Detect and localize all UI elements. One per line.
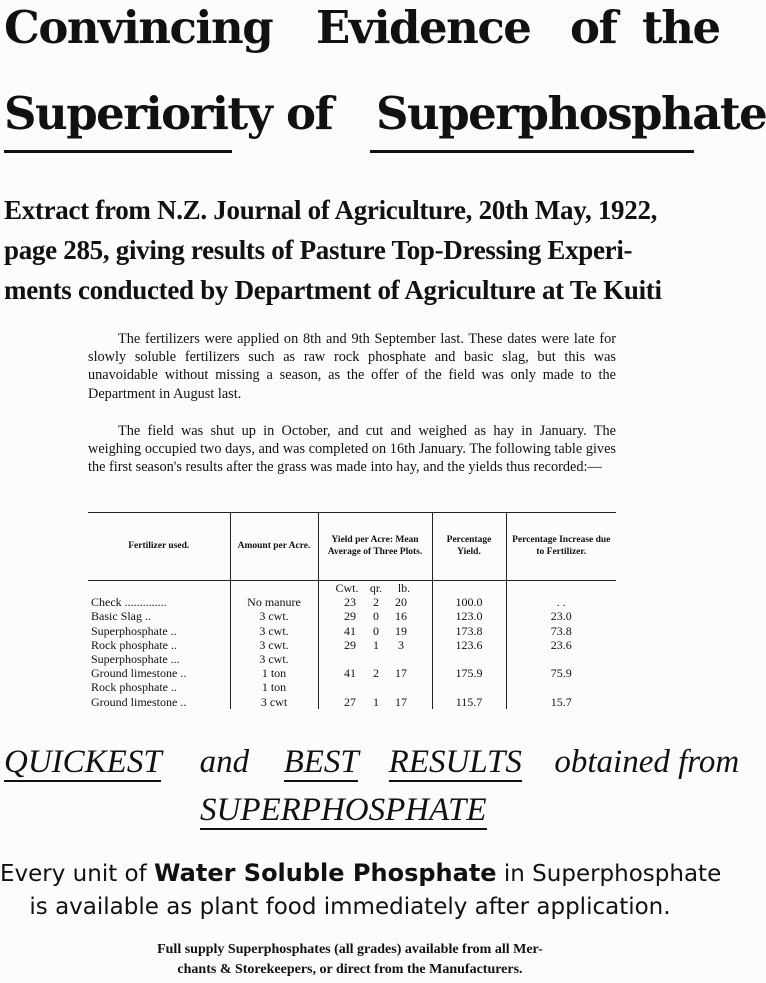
headline-word: Superphosphate xyxy=(376,87,766,140)
headline-word: Convincing xyxy=(4,1,273,54)
results-best: BEST xyxy=(283,744,359,780)
table-row xyxy=(88,666,616,680)
every-unit-pre: Every unit of xyxy=(0,861,147,887)
cell-fertilizer: Rock phosphate .. xyxy=(91,680,177,695)
footer-line-1: Full supply Superphosphates (all grades) available from all Mer- xyxy=(157,942,543,957)
cell-percentage xyxy=(432,652,506,666)
cell-amount: 3 cwt. xyxy=(230,624,318,638)
results-obtained-from: obtained from xyxy=(554,744,740,780)
every-unit-line-2: is available as plant food immediately after application. xyxy=(29,894,671,920)
cell-cwt: 41 xyxy=(344,623,356,638)
headline-word: of xyxy=(286,87,333,140)
cell-qr: 0 xyxy=(373,623,379,638)
cell-increase: 15.7 xyxy=(506,695,616,709)
cell-amount: 3 cwt. xyxy=(230,638,318,652)
subheading-line-1: Extract from N.Z. Journal of Agriculture, 20th May, 1922, xyxy=(4,195,658,225)
table-row xyxy=(88,595,616,609)
cell-fertilizer: Ground limestone .. xyxy=(91,666,187,681)
cell-lb: 19 xyxy=(395,623,407,638)
cell-qr: 1 xyxy=(373,694,379,709)
cell-increase xyxy=(506,680,616,694)
footer-line-2: chants & Storekeepers, or direct from the Manufacturers. xyxy=(177,962,523,977)
cell-lb: 20 xyxy=(395,595,407,610)
cell-cwt: 41 xyxy=(344,666,356,681)
unit-cwt: Cwt. xyxy=(335,581,359,595)
header-increase: Percentage Increase due to Fertilizer. xyxy=(506,512,616,581)
headline-word: Superiority xyxy=(4,87,272,140)
results-quickest: QUICKEST xyxy=(4,744,162,780)
every-unit-bold: Water Soluble Phosphate xyxy=(154,859,497,887)
results-and: and xyxy=(199,744,250,780)
cell-yield xyxy=(318,624,432,638)
results-superphosphate: SUPERPHOSPHATE xyxy=(200,792,487,828)
cell-lb: 16 xyxy=(395,609,407,624)
table-row xyxy=(88,695,616,709)
cell-qr: 2 xyxy=(373,595,379,610)
cell-yield xyxy=(318,595,432,609)
table-row xyxy=(88,638,616,652)
cell-lb: 3 xyxy=(398,637,404,652)
every-unit-post: in Superphosphate xyxy=(503,861,722,887)
cell-yield xyxy=(318,680,432,694)
header-amount: Amount per Acre. xyxy=(230,512,318,581)
cell-increase: 73.8 xyxy=(506,624,616,638)
cell-fertilizer: Check .............. xyxy=(91,595,167,610)
cell-cwt: 29 xyxy=(344,637,356,652)
cell-increase: 75.9 xyxy=(506,666,616,680)
cell-increase: . . xyxy=(506,595,616,609)
cell-amount: 1 ton xyxy=(230,666,318,680)
table-row xyxy=(88,609,616,623)
cell-amount: 1 ton xyxy=(230,680,318,694)
table-row xyxy=(88,680,616,694)
header-fertilizer: Fertilizer used. xyxy=(88,512,230,581)
headline-underline xyxy=(370,150,694,153)
headline-underline xyxy=(4,150,232,153)
cell-fertilizer: Rock phosphate .. xyxy=(91,637,177,652)
cell-qr: 2 xyxy=(373,666,379,681)
cell-increase: 23.0 xyxy=(506,609,616,623)
cell-cwt: 27 xyxy=(344,694,356,709)
cell-percentage: 173.8 xyxy=(432,624,506,638)
cell-fertilizer: Superphosphate ... xyxy=(91,652,180,667)
cell-percentage: 123.6 xyxy=(432,638,506,652)
unit-lb: lb. xyxy=(397,581,411,595)
header-percentage: Percentage Yield. xyxy=(432,512,506,581)
every-unit-line-1 xyxy=(0,856,722,891)
results-table xyxy=(88,512,616,709)
subheading-line-3: ments conducted by Department of Agriculture at Te Kuiti xyxy=(4,275,662,305)
cell-yield xyxy=(318,652,432,666)
cell-amount: No manure xyxy=(230,595,318,609)
table-units-row xyxy=(88,581,616,596)
table-row xyxy=(88,624,616,638)
cell-fertilizer: Ground limestone .. xyxy=(91,694,187,709)
units-cell xyxy=(318,581,432,596)
cell-percentage: 175.9 xyxy=(432,666,506,680)
cell-percentage: 123.0 xyxy=(432,609,506,623)
cell-lb: 17 xyxy=(395,666,407,681)
headline-word: Evidence xyxy=(316,1,531,54)
cell-percentage: 100.0 xyxy=(432,595,506,609)
cell-yield xyxy=(318,638,432,652)
table-header-row xyxy=(88,512,616,581)
cell-fertilizer: Basic Slag .. xyxy=(91,609,151,624)
body-paragraph-2-text: The field was shut up in October, and cut and weighed as hay in January. The weighing occupied two days, and was completed on 16th January. The following table gives the first season's results after the grass was made into hay, and the yields thus recorded:— xyxy=(88,423,616,476)
cell-yield xyxy=(318,609,432,623)
headline-word: the xyxy=(642,1,720,54)
cell-increase xyxy=(506,652,616,666)
cell-cwt: 29 xyxy=(344,609,356,624)
unit-qr: qr. xyxy=(369,581,383,595)
cell-amount: 3 cwt. xyxy=(230,609,318,623)
results-superphosphate-line xyxy=(200,790,487,830)
body-paragraph-2 xyxy=(88,422,616,477)
cell-qr: 1 xyxy=(373,637,379,652)
table-row xyxy=(88,652,616,666)
body-paragraph-1-text: The fertilizers were applied on 8th and 9th September last. These dates were late for slowly soluble fertilizers such as raw rock phosphate and basic slag, but this was unavoidable without missing a season, as the offer of the field was only made to the Department in August last. xyxy=(88,331,616,402)
cell-yield xyxy=(318,695,432,709)
cell-percentage: 115.7 xyxy=(432,695,506,709)
results-banner xyxy=(4,742,739,782)
results-word: RESULTS xyxy=(388,744,522,780)
cell-cwt: 23 xyxy=(344,595,356,610)
body-paragraph-1 xyxy=(88,330,616,403)
cell-increase: 23.6 xyxy=(506,638,616,652)
header-yield: Yield per Acre: Mean Average of Three Plots. xyxy=(318,512,432,581)
subheading-line-2: page 285, giving results of Pasture Top-Dressing Experi- xyxy=(4,235,633,265)
headline-word: of xyxy=(570,1,617,54)
cell-amount: 3 cwt. xyxy=(230,652,318,666)
cell-percentage xyxy=(432,680,506,694)
cell-lb: 17 xyxy=(395,694,407,709)
cell-yield xyxy=(318,666,432,680)
cell-fertilizer: Superphosphate .. xyxy=(91,623,177,638)
cell-amount: 3 cwt xyxy=(230,695,318,709)
cell-qr: 0 xyxy=(373,609,379,624)
